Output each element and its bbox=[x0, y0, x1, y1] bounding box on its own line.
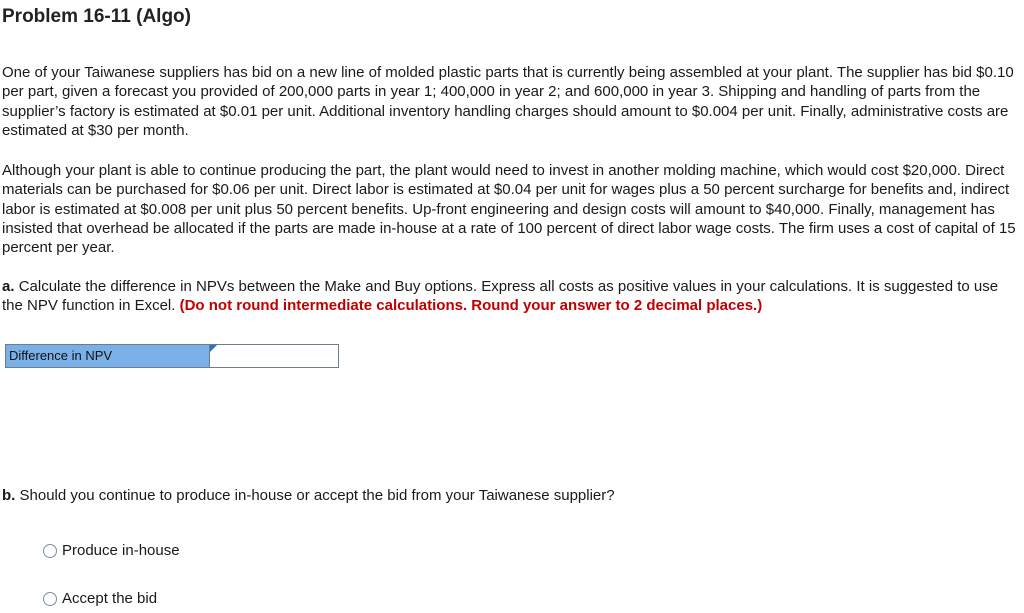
radio-button-produce-in-house[interactable] bbox=[43, 544, 57, 558]
problem-make-details-paragraph: Although your plant is able to continue producing the part, the plant would need to invest in another molding machine, which would cost $20,000. Direct materials can be purchased for $0.06 per unit. Direct labor is estimated at $0.04 per unit for wages plus a 50 percent surcharge for benefits and, indirect labor is estimated at $0.008 per unit plus 50 percent benefits. Up-front engineering and design costs will amount to $40,000. Finally, management has insisted that overhead be allocated if the parts are made in-house at a rate of 100 percent of direct labor wage costs. The firm uses a cost of capital of 15 percent per year. bbox=[2, 162, 1016, 257]
question-b-text: Should you continue to produce in-house or accept the bid from your Taiwanese supplier? bbox=[19, 487, 615, 504]
question-a-text: Calculate the difference in NPVs between the Make and Buy options. Express all costs as positive values in your calculations. It is suggested to use the NPV function in Excel. bbox=[2, 278, 999, 315]
difference-in-npv-input[interactable] bbox=[210, 345, 338, 367]
radio-button-accept-bid[interactable] bbox=[43, 592, 57, 606]
answer-table bbox=[5, 344, 339, 368]
option-produce-in-house[interactable] bbox=[43, 542, 180, 559]
option-accept-bid[interactable] bbox=[43, 590, 157, 607]
option-accept-bid-label: Accept the bid bbox=[62, 590, 158, 607]
question-a bbox=[2, 277, 1018, 316]
answer-label-cell: Difference in NPV bbox=[6, 345, 210, 367]
question-b-letter: b. bbox=[2, 487, 16, 504]
cell-corner-marker-icon bbox=[210, 345, 217, 352]
problem-intro-paragraph: One of your Taiwanese suppliers has bid on a new line of molded plastic parts that is currently being assembled at your plant. The supplier has bid $0.10 per part, given a forecast you provided of 200,000 parts in year 1; 400,000 in year 2; and 600,000 in year 3. Shipping and handling of parts from the supplier’s factory is estimated at $0.01 per unit. Additional inventory handling charges should amount to $0.004 per unit. Finally, administrative costs are estimated at $30 per month. bbox=[2, 64, 1014, 139]
page-title: Problem 16-11 (Algo) bbox=[2, 6, 191, 27]
question-a-letter: a. bbox=[2, 278, 15, 295]
option-produce-in-house-label: Produce in-house bbox=[62, 542, 180, 559]
question-b bbox=[2, 486, 1018, 505]
answer-input-cell[interactable] bbox=[210, 345, 338, 367]
question-a-rounding-note: (Do not round intermediate calculations. Round your answer to 2 decimal places.) bbox=[179, 297, 763, 315]
